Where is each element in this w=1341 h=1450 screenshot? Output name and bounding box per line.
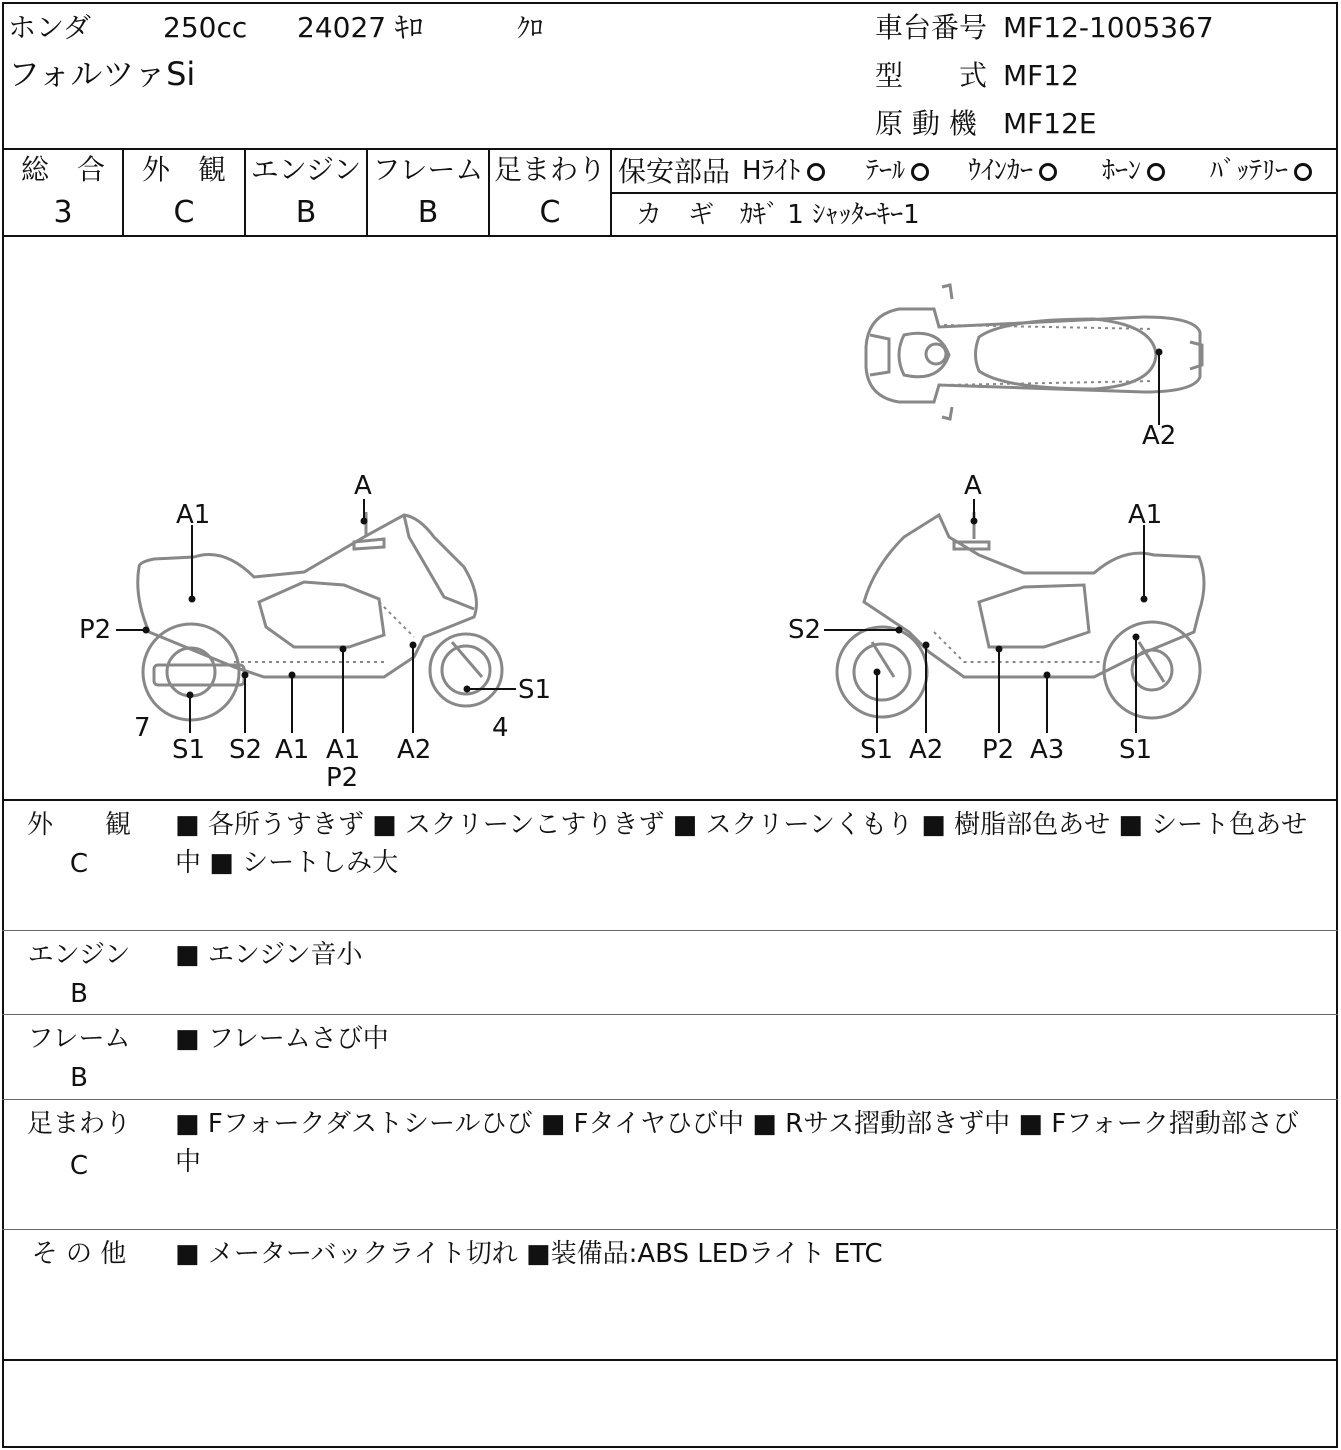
rule-top-scores: [2, 148, 1338, 150]
scooter-top-view: [866, 285, 1202, 419]
rule-remarks-bottom: [2, 1359, 1338, 1361]
score-chassis-label: 足まわり: [493, 153, 606, 186]
rule-remarks-top: [2, 799, 1338, 801]
score-frame-value: B: [417, 195, 439, 230]
rule-remarks: [2, 1099, 1338, 1100]
remark-engine-grade: B: [70, 979, 88, 1009]
safety-item-battery: ﾊﾞｯﾃﾘｰ: [1210, 158, 1312, 184]
frame-number: MF12-1005367: [1003, 11, 1214, 44]
frame-number-label: 車台番号: [875, 11, 988, 44]
marker-label: 7: [134, 713, 151, 743]
remark-frame-grade: B: [70, 1063, 88, 1093]
safety-item-headlight: Hﾗｲﾄ: [742, 158, 825, 184]
damage-markers: [116, 349, 1163, 734]
scooter-right-view: [837, 512, 1204, 718]
marker-label: P2: [79, 615, 112, 645]
marker-label: A2: [397, 735, 432, 765]
score-overall-value: 3: [53, 195, 73, 230]
model-name: フォルツァSi: [8, 55, 196, 93]
displacement: 250cc: [163, 11, 248, 44]
ok-circle-icon: [1147, 163, 1165, 181]
engine-value: MF12E: [1003, 107, 1097, 140]
mileage: 24027 ｷﾛ: [297, 11, 423, 44]
remark-frame-text: ■ フレームさび中: [175, 1024, 389, 1054]
safety-label: 保安部品: [618, 155, 731, 188]
score-overall-label: 総 合: [20, 153, 105, 186]
rule-remarks: [2, 1014, 1338, 1015]
remark-engine-text: ■ エンジン音小: [175, 940, 363, 970]
engine-label: 原 動 機: [875, 107, 977, 140]
marker-label: A1: [275, 735, 310, 765]
marker-label: S1: [172, 735, 206, 765]
remark-exterior-label: 外 観: [26, 810, 131, 840]
marker-label: P2: [982, 735, 1015, 765]
score-engine-value: B: [295, 195, 317, 230]
marker-label: 4: [492, 713, 509, 743]
safety-item-winker: ｳｲﾝｶｰ: [968, 158, 1057, 184]
marker-label: A1: [176, 500, 211, 530]
damage-diagram: [4, 237, 1336, 799]
score-chassis-value: C: [539, 195, 561, 230]
remark-engine-label: エンジン: [27, 940, 131, 970]
marker-label: S1: [1119, 735, 1153, 765]
rule-remarks: [2, 1229, 1338, 1230]
marker-label: A3: [1030, 735, 1065, 765]
safety-divider: [612, 192, 1338, 194]
score-frame-label: フレーム: [372, 153, 484, 186]
remark-chassis-text: ■ Fフォークダストシールひび ■ Fタイヤひび中 ■ Rサス摺動部きず中 ■ Fフォーク摺動部さび中: [175, 1109, 1299, 1177]
marker-label: A2: [909, 735, 944, 765]
rule-remarks: [2, 930, 1338, 931]
remark-exterior-text: ■ 各所うすきず ■ スクリーンこすりきず ■ スクリーンくもり ■ 樹脂部色あせ ■ シート色あせ中 ■ シートしみ大: [175, 810, 1308, 878]
score-engine-label: エンジン: [250, 153, 362, 186]
marker-label: S2: [229, 735, 263, 765]
marker-label: S1: [518, 675, 552, 705]
marker-label: A2: [1142, 421, 1177, 451]
key-label: カ ギ: [636, 200, 715, 230]
score-exterior-value: C: [173, 195, 195, 230]
remark-other-text: ■ メーターバックライト切れ ■装備品:ABS LEDライト ETC: [175, 1239, 883, 1269]
maker: ホンダ: [8, 11, 91, 44]
ok-circle-icon: [911, 163, 929, 181]
marker-label: A: [964, 471, 982, 501]
color: ｸﾛ: [517, 14, 544, 44]
remark-frame-label: フレーム: [27, 1024, 131, 1054]
type-label: 型 式: [875, 59, 988, 92]
key-value: ｶｷﾞ 1 ｼｬｯﾀｰｷｰ1: [740, 200, 920, 230]
type-value: MF12: [1003, 59, 1079, 92]
marker-label: A: [354, 471, 372, 501]
ok-circle-icon: [807, 163, 825, 181]
marker-label: A1: [326, 735, 361, 765]
marker-label: S1: [860, 735, 894, 765]
score-exterior-label: 外 観: [141, 153, 226, 186]
remark-chassis-label: 足まわり: [26, 1109, 131, 1139]
remark-exterior-grade: C: [69, 849, 89, 879]
marker-label: A1: [1128, 500, 1163, 530]
safety-item-tail: ﾃｰﾙ: [866, 158, 929, 184]
marker-label: P2: [326, 763, 359, 793]
marker-label: S2: [788, 615, 822, 645]
safety-item-horn: ﾎｰﾝ: [1102, 158, 1165, 184]
remark-other-label: そ の 他: [31, 1239, 127, 1269]
ok-circle-icon: [1294, 163, 1312, 181]
ok-circle-icon: [1039, 163, 1057, 181]
remark-chassis-grade: C: [69, 1151, 89, 1181]
